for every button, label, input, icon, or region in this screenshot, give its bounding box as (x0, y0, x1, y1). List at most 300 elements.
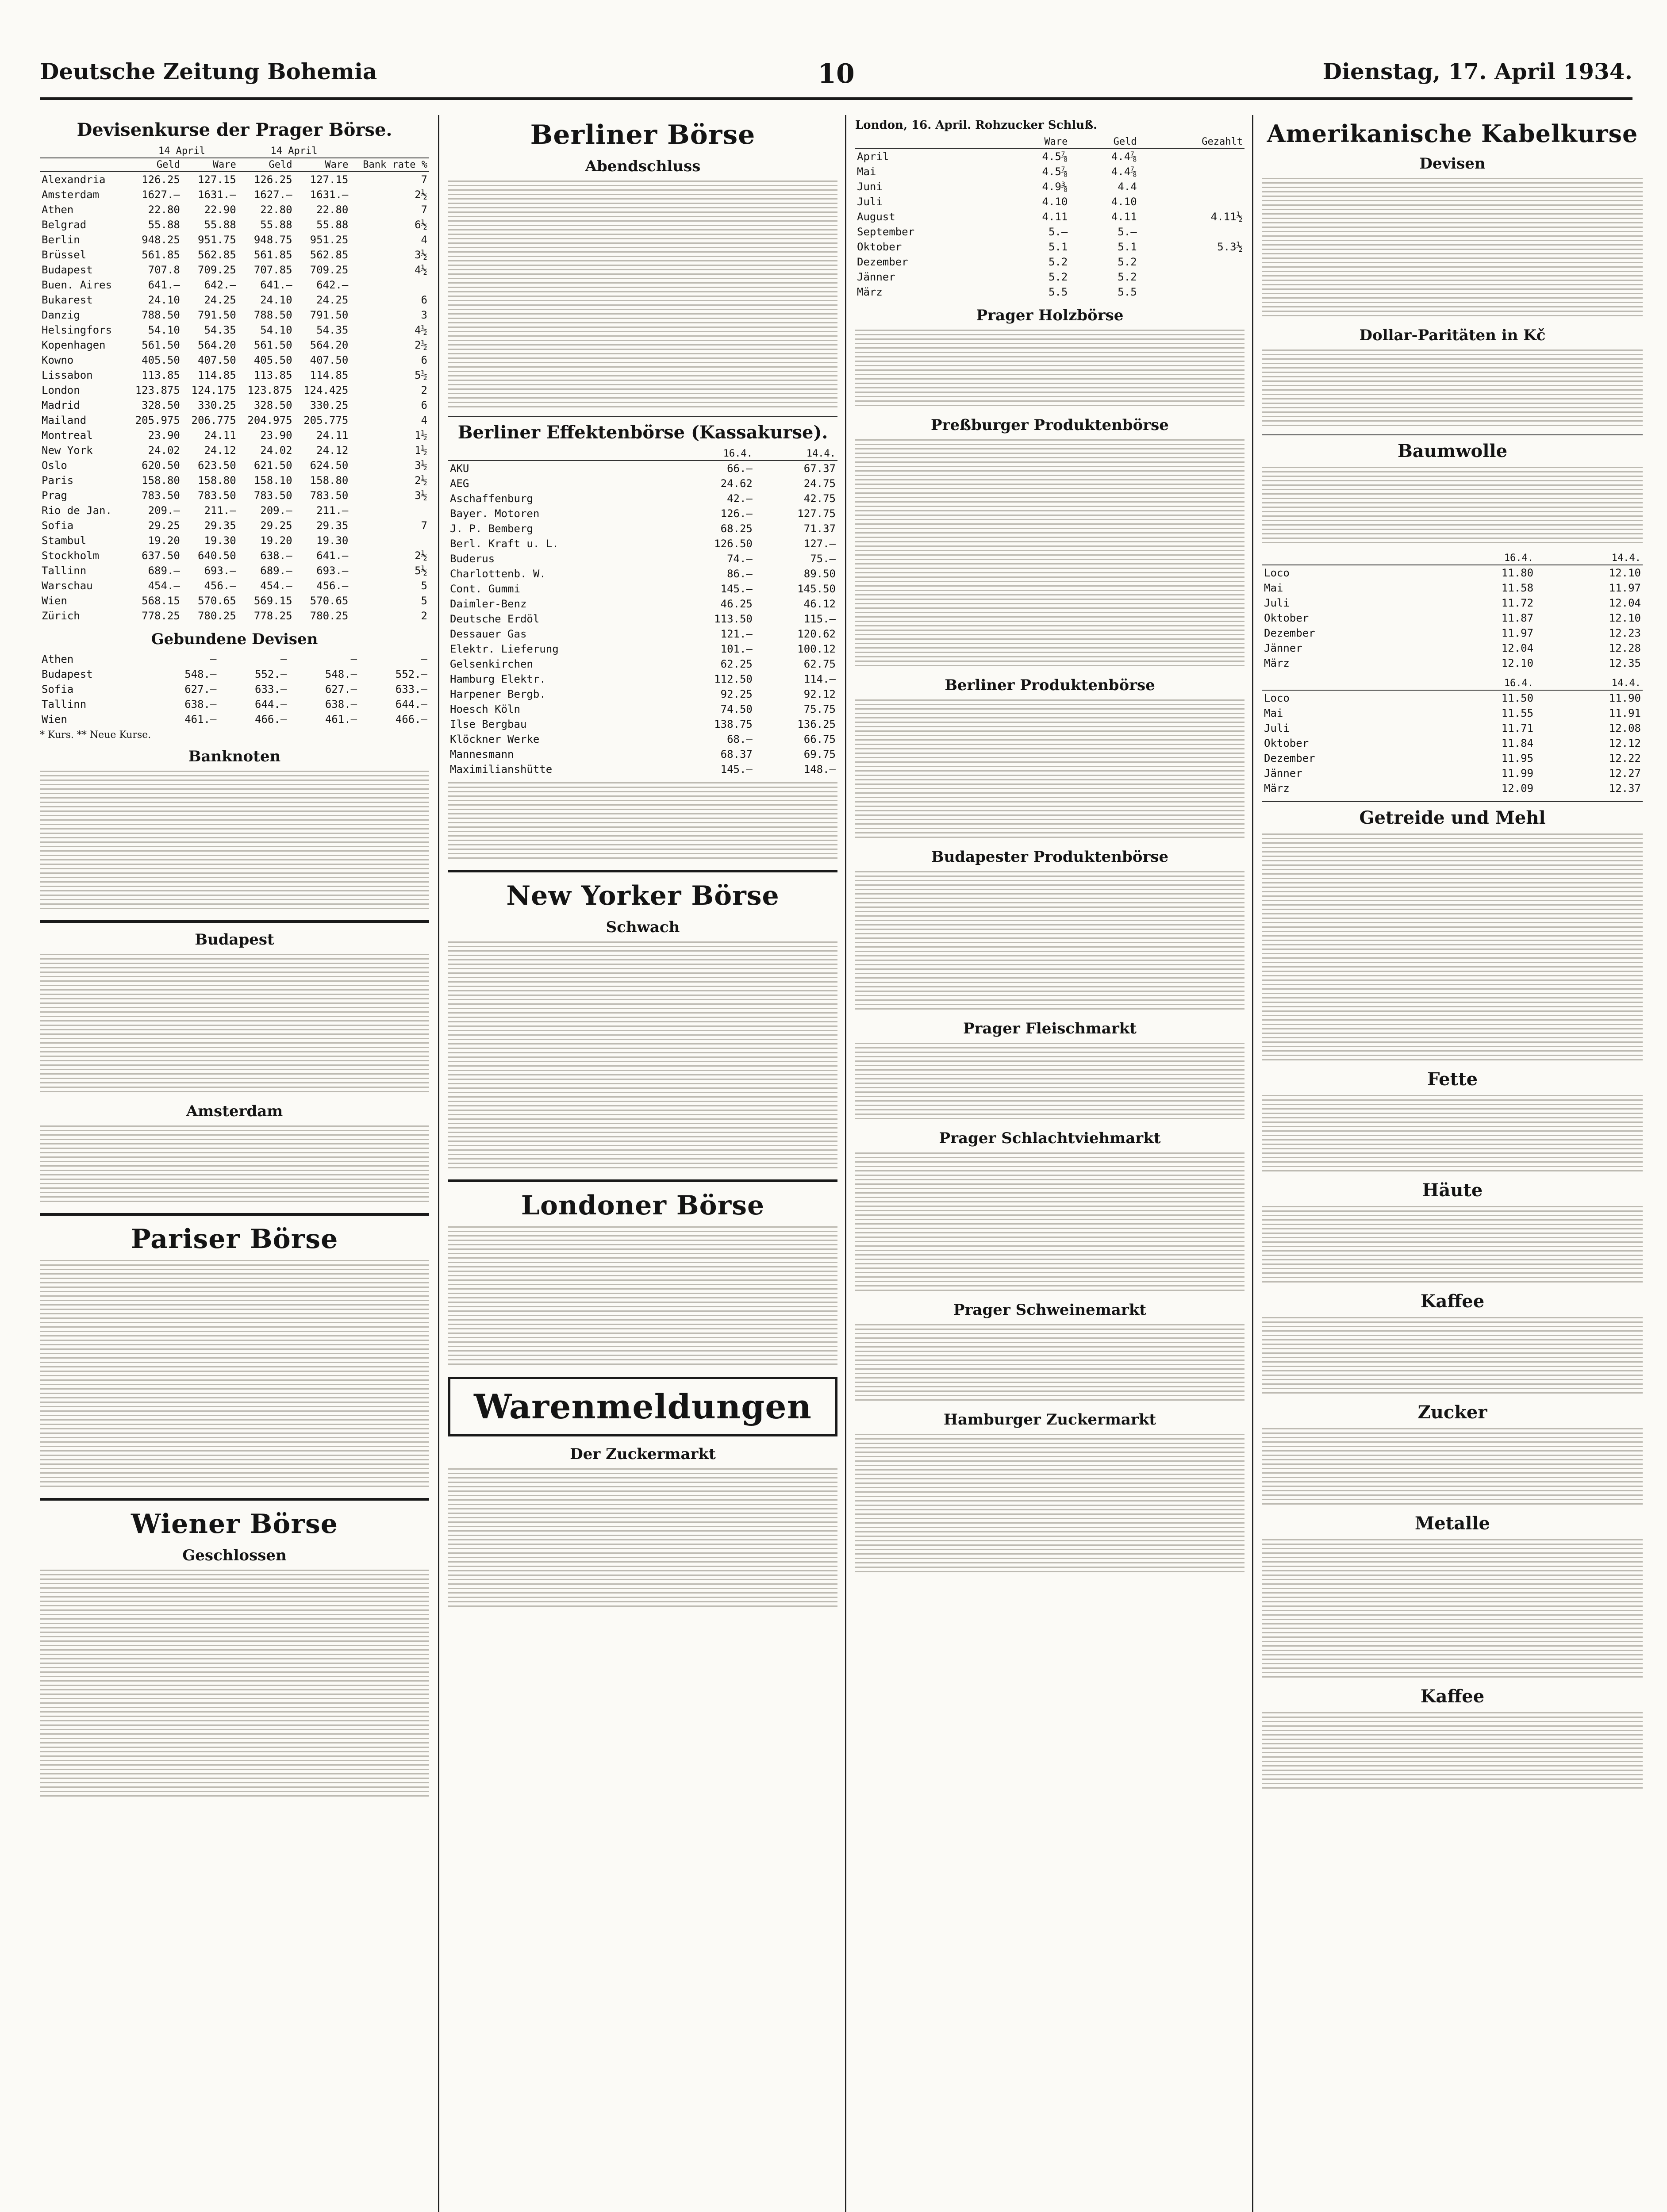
divider (1262, 801, 1643, 802)
warenmeldungen-title: Warenmeldungen (474, 1387, 812, 1426)
devisen-row-value: 640.50 (197, 549, 236, 562)
devisen-row-value: 642.— (316, 279, 349, 291)
effekten-row-value: 113.50 (714, 613, 753, 625)
london-row-value (1139, 254, 1244, 269)
gebundene-row-value: 552.— (255, 668, 287, 680)
baumwolle-row-value: 11.97 (1501, 627, 1534, 639)
devisen-row-value: 791.50 (197, 309, 236, 321)
devisen-row-value: 24.02 (148, 444, 180, 457)
gebundene-table (40, 652, 429, 727)
devisen-row-value: 642.— (204, 279, 236, 291)
devisen-row-value: 330.25 (310, 399, 349, 411)
orleans-header-row (1262, 677, 1643, 690)
orleans-row-value: 12.08 (1609, 722, 1641, 734)
devisen-row-value: 561.50 (142, 339, 180, 351)
devisen-row-label: Buen. Aires (42, 279, 112, 291)
effekten-row-label: Deutsche Erdöl (450, 613, 540, 625)
schweine-title: Prager Schweinemarkt (953, 1301, 1146, 1319)
amerikanische-title: Amerikanische Kabelkurse (1267, 119, 1638, 148)
london-row-value: 5.2 (1048, 271, 1068, 283)
gebundene-row-value: 548.— (184, 668, 217, 680)
text-block (1262, 1428, 1643, 1508)
fette-title: Fette (1427, 1069, 1478, 1090)
london-row-value: 4.11 (1042, 211, 1068, 223)
effekten-row (448, 747, 837, 762)
devisen-row (40, 533, 429, 548)
kaffee-title: Kaffee (1420, 1291, 1485, 1312)
effekten-rows (448, 461, 837, 777)
devisen-row-value: 561.85 (142, 249, 180, 261)
devisen-row-label: Belgrad (42, 219, 87, 231)
effekten-header: 14.4. (754, 447, 837, 461)
london-row-value (1139, 224, 1244, 239)
london-row-label: Mai (857, 165, 876, 178)
effekten-row-value: 24.62 (720, 477, 753, 490)
text-block (855, 439, 1244, 669)
hamburg-title: Hamburger Zuckermarkt (943, 1411, 1156, 1429)
effekten-row-label: Buderus (450, 553, 495, 565)
devisen-date-b: 14 April (238, 145, 350, 158)
london-row-label: August (857, 211, 895, 223)
london-row-label: März (857, 286, 883, 298)
devisen-row-value: 2 (421, 610, 427, 622)
devisen-row-value: 637.50 (142, 549, 180, 562)
devisen-row-value: 783.50 (254, 489, 292, 502)
effekten-title: Berliner Effektenbörse (Kassakurse). (457, 422, 828, 443)
baumwolle-row-value: 12.23 (1609, 627, 1641, 639)
devisen-row-value: 2½ (415, 339, 427, 351)
devisen-row (40, 578, 429, 593)
devisen-row-value: 5 (421, 580, 427, 592)
devisen-row-value: 4½ (415, 324, 427, 336)
devisen-row-value: 124.425 (303, 384, 349, 396)
effekten-row-label: Daimler-Benz (450, 598, 527, 610)
baumwolle-row-label: Jänner (1264, 642, 1302, 654)
devisen-row-value: 1631.— (197, 188, 236, 201)
devisen-row-value: 641.— (260, 279, 292, 291)
devisen-row-value: 328.50 (254, 399, 292, 411)
devisen-row-value: 114.85 (310, 369, 349, 381)
london-row-value: 4.4⅞ (1111, 165, 1137, 178)
devisen-row-value: 951.75 (197, 234, 236, 246)
devisen-row-value: 456.— (316, 580, 349, 592)
text-block (855, 699, 1244, 841)
devisen-row-value: 54.10 (148, 324, 180, 336)
london-row-value: 5.2 (1118, 271, 1137, 283)
getreide-title: Getreide und Mehl (1359, 807, 1546, 828)
devisen-row-value: 693.— (204, 565, 236, 577)
london-row-value (1139, 284, 1244, 300)
devisen-date-a: 14 April (126, 145, 238, 158)
devisen-table (40, 145, 429, 623)
baumwolle-row-value: 12.10 (1609, 612, 1641, 624)
zucker-title-c4: Zucker (1417, 1402, 1487, 1423)
effekten-row-value: 66.75 (803, 733, 836, 745)
effekten-row-value: 68.25 (720, 522, 753, 535)
effekten-row-label: Berl. Kraft u. L. (450, 538, 559, 550)
devisen-row-value: 454.— (260, 580, 292, 592)
effekten-row-value: 24.75 (803, 477, 836, 490)
devisen-row (40, 608, 429, 623)
baumwolle-row-label: Oktober (1264, 612, 1309, 624)
devisen-row-label: Tallinn (42, 565, 87, 577)
london-row (855, 239, 1244, 254)
london-header: Ware (1000, 135, 1069, 149)
metalle-title: Metalle (1415, 1513, 1490, 1534)
effekten-header-row (448, 447, 837, 461)
banknoten-title: Banknoten (188, 748, 281, 765)
devisen-row-value: 570.65 (310, 595, 349, 607)
divider (40, 920, 429, 923)
gebundene-row-value: 633.— (255, 683, 287, 695)
gebundene-row-value: 461.— (325, 713, 357, 726)
text-block (40, 954, 429, 1095)
paper-name: Deutsche Zeitung Bohemia (40, 58, 377, 84)
text-block (855, 1324, 1244, 1404)
orleans-table (1262, 677, 1643, 796)
column-3 (845, 115, 1253, 2212)
effekten-row-value: 62.25 (720, 658, 753, 670)
devisen-row-label: Amsterdam (42, 188, 100, 201)
devisen-rows (40, 172, 429, 623)
devisen-row-value: 22.80 (316, 204, 349, 216)
devisen-row-value: 5 (421, 595, 427, 607)
column-4 (1252, 115, 1643, 2212)
london-zucker-head: London, 16. April. Rohzucker Schluß. (855, 119, 1098, 132)
devisen-row-value: 22.90 (204, 204, 236, 216)
london-row (855, 149, 1244, 164)
text-block (1262, 1095, 1643, 1175)
baumwolle-row-value: 12.10 (1609, 567, 1641, 579)
devisen-row-value: 124.175 (191, 384, 236, 396)
effekten-row-value: 74.50 (720, 703, 753, 715)
effekten-row (448, 461, 837, 476)
devisen-header: Geld (238, 158, 294, 172)
devisen-row (40, 593, 429, 608)
baumwolle-row (1262, 656, 1643, 671)
devisen-row-label: Kowno (42, 354, 74, 366)
effekten-row (448, 717, 837, 732)
orleans-row-label: Juli (1264, 722, 1290, 734)
amsterdam-title: Amsterdam (186, 1102, 283, 1120)
devisen-row-value: 4 (421, 414, 427, 426)
devisen-row-value: 24.12 (316, 444, 349, 457)
london-row-value: 4.5⅞ (1042, 150, 1068, 163)
london-row-label: April (857, 150, 889, 163)
effekten-row-label: Bayer. Motoren (450, 507, 540, 520)
baumwolle-row-value: 11.58 (1501, 582, 1534, 594)
berliner-subtitle: Abendschluss (585, 157, 701, 175)
wiener-subtitle: Geschlossen (182, 1547, 287, 1564)
london-row-value: 5.2 (1118, 256, 1137, 268)
devisen-row-value: 158.80 (197, 474, 236, 487)
london-header: Geld (1069, 135, 1138, 149)
devisen-row-value: 158.80 (310, 474, 349, 487)
london-row (855, 194, 1244, 209)
gebundene-row-value: 552.— (395, 668, 427, 680)
devisen-row (40, 292, 429, 307)
devisen-row-value: 211.— (316, 504, 349, 517)
dollar-title: Dollar-Paritäten in Kč (1359, 326, 1546, 344)
devisen-row (40, 187, 429, 202)
divider (40, 1498, 429, 1501)
orleans-row-value: 12.22 (1609, 752, 1641, 764)
devisen-row-label: Berlin (42, 234, 80, 246)
devisen-row-value: 126.25 (142, 173, 180, 186)
orleans-row-value: 12.12 (1609, 737, 1641, 749)
effekten-row-value: 145.— (720, 763, 753, 776)
baumwolle-row-label: Loco (1264, 567, 1290, 579)
gebundene-row-label: Wien (42, 713, 67, 726)
devisen-row-value: 569.15 (254, 595, 292, 607)
text-block (448, 1226, 837, 1368)
baumwolle-row (1262, 595, 1643, 611)
orleans-row (1262, 690, 1643, 706)
london-row (855, 284, 1244, 300)
text-block (855, 1152, 1244, 1294)
devisen-row-value: 562.85 (310, 249, 349, 261)
effekten-row-value: 126.50 (714, 538, 753, 550)
devisen-row-value: 330.25 (197, 399, 236, 411)
devisen-row-value: 620.50 (142, 459, 180, 472)
schlacht-title: Prager Schlachtviehmarkt (939, 1129, 1161, 1147)
devisen-row-value: 114.85 (197, 369, 236, 381)
devisen-row-value: 780.25 (197, 610, 236, 622)
devisen-row (40, 232, 429, 247)
devisen-row-value: 211.— (204, 504, 236, 517)
devisen-row-value: 707.8 (148, 264, 180, 276)
london-row-value: 5.— (1048, 226, 1068, 238)
text-block (1262, 178, 1643, 319)
effekten-row (448, 626, 837, 641)
baumwolle-row-label: Juli (1264, 597, 1290, 609)
gebundene-row-value: — (350, 653, 357, 665)
london-header: Gezahlt (1139, 135, 1244, 149)
devisen-row-value: 405.50 (142, 354, 180, 366)
text-block (855, 330, 1244, 409)
gebundene-row (40, 712, 429, 727)
london-row-value: 5.1 (1118, 241, 1137, 253)
devisen-row-value: 54.10 (260, 324, 292, 336)
devisen-row-value: 6 (421, 354, 427, 366)
devisen-row-label: Brüssel (42, 249, 87, 261)
effekten-row-value: 69.75 (803, 748, 836, 760)
london-row (855, 269, 1244, 284)
effekten-row-label: Maximilianshütte (450, 763, 553, 776)
devisen-row-value: 22.80 (260, 204, 292, 216)
devisen-header: Geld (126, 158, 182, 172)
newyork-title: New Yorker Börse (506, 880, 780, 911)
devisen-date-row (40, 145, 429, 158)
devisen-row-value: 783.50 (142, 489, 180, 502)
devisen-row-value: 23.90 (260, 429, 292, 442)
london-header-row (855, 135, 1244, 149)
devisen-row-value: 7 (421, 519, 427, 532)
effekten-row-value: 75.— (810, 553, 836, 565)
devisen-row-label: Budapest (42, 264, 93, 276)
effekten-row-value: 92.12 (803, 688, 836, 700)
devisen-row (40, 353, 429, 368)
pressburg-title: Preßburger Produktenbörse (931, 416, 1169, 434)
effekten-row-label: Hoesch Köln (450, 703, 520, 715)
effekten-row (448, 611, 837, 626)
devisen-row-label: New York (42, 444, 93, 457)
devisen-subtitle: Devisen (1419, 155, 1486, 173)
effekten-row (448, 641, 837, 657)
effekten-row (448, 521, 837, 536)
devisen-row (40, 398, 429, 413)
effekten-row-value: 112.50 (714, 673, 753, 685)
devisen-row-value: 6½ (415, 219, 427, 231)
effekten-row (448, 672, 837, 687)
london-row (855, 164, 1244, 179)
orleans-row (1262, 766, 1643, 781)
devisen-row (40, 518, 429, 533)
orleans-row-label: Oktober (1264, 737, 1309, 749)
devisen-row-value: 709.25 (197, 264, 236, 276)
gebundene-row-label: Budapest (42, 668, 93, 680)
devisen-row (40, 413, 429, 428)
issue-date: Dienstag, 17. April 1934. (1322, 58, 1632, 84)
devisen-row-value: 55.88 (316, 219, 349, 231)
gebundene-row-label: Athen (42, 653, 74, 665)
orleans-row-value: 12.09 (1501, 782, 1534, 795)
budapest-prod-title: Budapester Produktenbörse (931, 848, 1169, 866)
effekten-row-value: 68.— (727, 733, 753, 745)
orleans-row-value: 11.50 (1501, 692, 1534, 704)
devisen-row (40, 338, 429, 353)
london-row (855, 209, 1244, 224)
gebundene-row-value: 461.— (184, 713, 217, 726)
effekten-row-value: 74.— (727, 553, 753, 565)
effekten-row-value: 86.— (727, 568, 753, 580)
devisen-row-label: Sofia (42, 519, 74, 532)
devisen-row-value: 4½ (415, 264, 427, 276)
devisen-row-value: 22.80 (148, 204, 180, 216)
gebundene-row-value: 638.— (325, 698, 357, 710)
gebundene-rows (40, 652, 429, 727)
devisen-row-value: 113.85 (254, 369, 292, 381)
effekten-row (448, 551, 837, 566)
text-block (1262, 467, 1643, 546)
devisen-row-value: 783.50 (197, 489, 236, 502)
effekten-row-label: Mannesmann (450, 748, 514, 760)
devisen-row-value: 23.90 (148, 429, 180, 442)
baumwolle-row-label: Dezember (1264, 627, 1315, 639)
gebundene-row (40, 667, 429, 682)
devisen-row-value: 5½ (415, 565, 427, 577)
devisen-row-value: 24.10 (148, 294, 180, 306)
devisen-row (40, 473, 429, 488)
effekten-table (448, 447, 837, 777)
orleans-row-value: 11.90 (1609, 692, 1641, 704)
effekten-row-value: 127.75 (797, 507, 836, 520)
haeute-title: Häute (1422, 1180, 1483, 1201)
gebundene-row-value: 638.— (184, 698, 217, 710)
devisen-row-value: 624.50 (310, 459, 349, 472)
devisen-row-value: 641.— (316, 549, 349, 562)
effekten-row (448, 762, 837, 777)
devisen-row-value: 778.25 (142, 610, 180, 622)
devisen-row-label: Wien (42, 595, 67, 607)
orleans-row-label: Jänner (1264, 767, 1302, 780)
orleans-row (1262, 721, 1643, 736)
devisen-row-value: 24.11 (316, 429, 349, 442)
effekten-row-value: 71.37 (803, 522, 836, 535)
orleans-row-value: 11.84 (1501, 737, 1534, 749)
devisen-row-value: 2 (421, 384, 427, 396)
effekten-row-label: Charlottenb. W. (450, 568, 546, 580)
devisen-row-value: 3½ (415, 459, 427, 472)
london-row-value (1139, 164, 1244, 179)
london-row-value (1139, 194, 1244, 209)
devisen-row-value: 948.25 (142, 234, 180, 246)
baumwolle-row-value: 12.28 (1609, 642, 1641, 654)
gebundene-row-value: — (280, 653, 287, 665)
devisen-row-value: 407.50 (310, 354, 349, 366)
london-row-value: 5.5 (1118, 286, 1137, 298)
gebundene-row-label: Tallinn (42, 698, 87, 710)
devisen-row-value: 3½ (415, 249, 427, 261)
gebundene-row-value: — (421, 653, 427, 665)
devisen-row-value: 1627.— (142, 188, 180, 201)
baumwolle-row-value: 12.10 (1501, 657, 1534, 669)
page-number: 10 (818, 58, 855, 89)
devisen-row-value: 205.975 (135, 414, 180, 426)
gebundene-row (40, 697, 429, 712)
berlin-prod-title: Berliner Produktenbörse (945, 676, 1155, 694)
devisen-row-label: London (42, 384, 80, 396)
london-row-value: 4.10 (1111, 196, 1137, 208)
devisen-row (40, 217, 429, 232)
london-row-label: Jänner (857, 271, 895, 283)
orleans-row-value: 11.71 (1501, 722, 1534, 734)
devisen-row (40, 247, 429, 262)
london-row-value: 5.— (1118, 226, 1137, 238)
effekten-row-value: 121.— (720, 628, 753, 640)
text-block (448, 180, 837, 411)
devisen-row-value: 29.25 (260, 519, 292, 532)
devisen-row-value: 19.20 (260, 534, 292, 547)
devisen-row-label: Oslo (42, 459, 67, 472)
gebundene-note: * Kurs. ** Neue Kurse. (40, 730, 151, 741)
effekten-row-value: 145.— (720, 583, 753, 595)
devisen-row-value: 778.25 (254, 610, 292, 622)
text-block (448, 941, 837, 1171)
orleans-row-label: März (1264, 782, 1290, 795)
effekten-row-value: 120.62 (797, 628, 836, 640)
holz-title: Prager Holzbörse (976, 307, 1124, 324)
effekten-row (448, 702, 837, 717)
devisen-row (40, 202, 429, 217)
devisen-row-value: 24.25 (204, 294, 236, 306)
text-block (1262, 833, 1643, 1064)
devisen-row-value: 707.85 (254, 264, 292, 276)
london-row-value: 4.10 (1042, 196, 1068, 208)
orleans-row-value: 12.27 (1609, 767, 1641, 780)
devisen-row-value: 158.10 (254, 474, 292, 487)
effekten-row-value: 89.50 (803, 568, 836, 580)
london-row-label: September (857, 226, 915, 238)
devisen-row-value: 54.35 (316, 324, 349, 336)
gebundene-row-value: 644.— (395, 698, 427, 710)
london-row-value: 5.2 (1048, 256, 1068, 268)
pariser-title: Pariser Börse (131, 1224, 338, 1255)
devisen-row-value (350, 277, 429, 292)
devisen-row-label: Paris (42, 474, 74, 487)
devisen-row-value: 3½ (415, 489, 427, 502)
effekten-row-value: 75.75 (803, 703, 836, 715)
